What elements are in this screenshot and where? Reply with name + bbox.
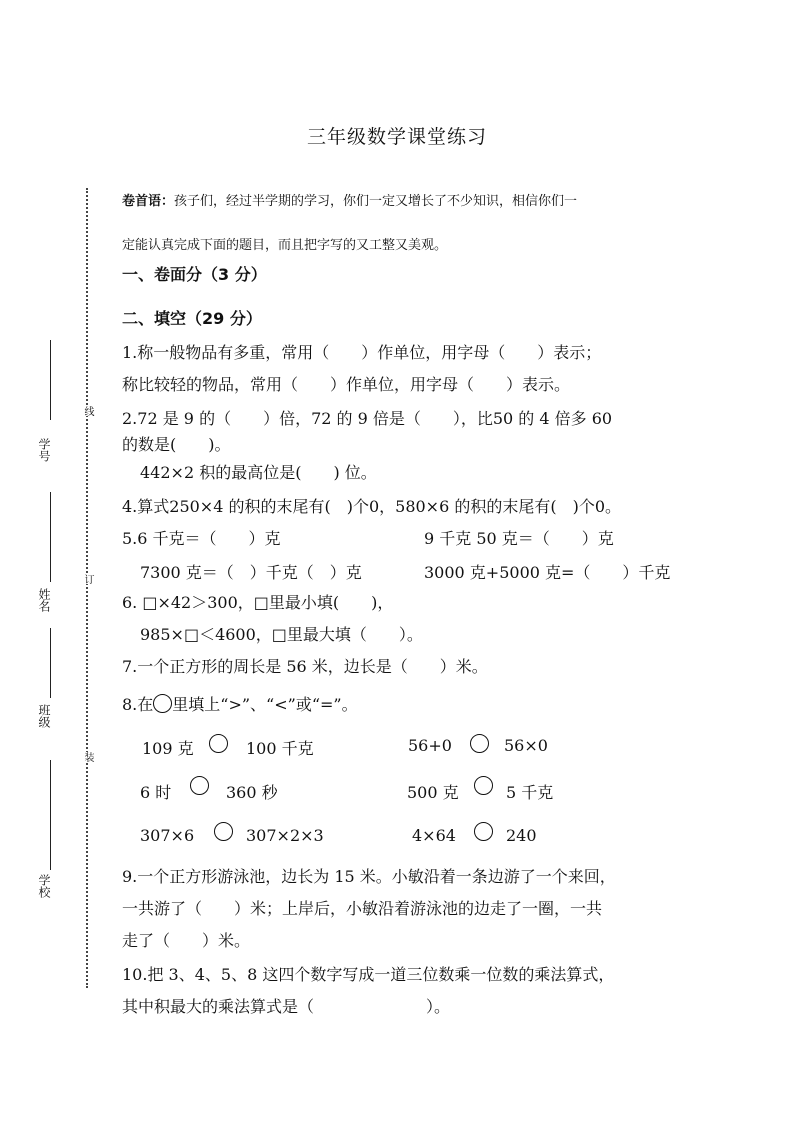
question-6-line-2: 985×□＜4600，□里最大填（ ）。 xyxy=(140,625,423,644)
question-5-left-2: 7300 克＝（ ）千克（ ）克 xyxy=(140,563,362,582)
question-5-right-1: 9 千克 50 克＝（ ）克 xyxy=(424,529,614,548)
section-1-heading: 一、卷面分（3 分） xyxy=(122,265,267,284)
compare-row-2-b: 360 秒 xyxy=(226,783,278,802)
compare-circle-icon xyxy=(470,734,489,754)
binding-mark-xian: 线 xyxy=(82,406,93,416)
question-8-prefix: 8.在 xyxy=(122,695,154,714)
compare-row-3-d: 240 xyxy=(506,826,537,845)
compare-circle-icon xyxy=(474,776,493,796)
section-2-heading: 二、填空（29 分） xyxy=(122,309,262,328)
question-2-line-2: 的数是( )。 xyxy=(122,435,231,454)
compare-circle-icon xyxy=(474,822,493,842)
intro-label: 卷首语： xyxy=(122,194,175,209)
question-10-line-1: 10.把 3、4、5、8 这四个数字写成一道三位数乘一位数的乘法算式， xyxy=(122,965,615,984)
compare-circle-icon xyxy=(153,694,172,713)
binding-dotted-line xyxy=(86,188,88,988)
question-1-line-1: 1.称一般物品有多重，常用（ ）作单位，用字母（ ）表示； xyxy=(122,343,602,362)
name-label: 姓名 xyxy=(37,588,51,612)
question-8-instruction xyxy=(122,692,358,715)
binding-mark-ding: 订 xyxy=(82,574,93,584)
compare-row-2-a: 6 时 xyxy=(140,783,172,802)
compare-row-3-b: 307×2×3 xyxy=(246,826,324,845)
question-2-line-1: 2.72 是 9 的（ ）倍，72 的 9 倍是（ ），比50 的 4 倍多 60 xyxy=(122,409,613,428)
question-5-left-1: 5.6 千克＝（ ）克 xyxy=(122,529,281,548)
compare-row-1-a: 109 克 xyxy=(142,739,194,758)
binding-mark-zhuang: 装 xyxy=(82,752,93,762)
compare-circle-icon xyxy=(209,734,228,754)
compare-row-3-a: 307×6 xyxy=(140,826,195,845)
question-5-right-2: 3000 克+5000 克=（ ）千克 xyxy=(424,563,671,582)
question-4: 4.算式250×4 的积的末尾有( )个0，580×6 的积的末尾有( )个0。 xyxy=(122,497,622,516)
school-line xyxy=(50,760,51,870)
question-1-line-2: 称比较轻的物品，常用（ ）作单位，用字母（ ）表示。 xyxy=(122,375,571,394)
compare-row-1-d: 56×0 xyxy=(504,736,548,755)
class-label: 班级 xyxy=(37,704,51,728)
question-3: 442×2 积的最高位是( ) 位。 xyxy=(140,463,377,482)
question-10-line-2: 其中积最大的乘法算式是（ ）。 xyxy=(122,997,451,1016)
question-9-line-3: 走了（ ）米。 xyxy=(122,931,251,950)
intro-text-1: 孩子们，经过半学期的学习，你们一定又增长了不少知识，相信你们一 xyxy=(174,194,578,209)
student-id-line xyxy=(50,340,51,420)
compare-row-2-d: 5 千克 xyxy=(506,783,554,802)
student-id-label: 学号 xyxy=(37,438,51,462)
compare-row-3-c: 4×64 xyxy=(412,826,456,845)
intro-line-1 xyxy=(122,190,577,209)
compare-row-1-b: 100 千克 xyxy=(246,739,314,758)
class-line xyxy=(50,628,51,698)
question-9-line-2: 一共游了（ ）米；上岸后，小敏沿着游泳池的边走了一圈，一共 xyxy=(122,899,603,918)
compare-circle-icon xyxy=(190,776,209,796)
intro-line-2: 定能认真完成下面的题目，而且把字写的又工整又美观。 xyxy=(122,238,448,253)
school-label: 学校 xyxy=(37,874,51,898)
compare-row-1-c: 56+0 xyxy=(408,736,452,755)
compare-row-2-c: 500 克 xyxy=(407,783,459,802)
page-title: 三年级数学课堂练习 xyxy=(306,126,487,148)
question-9-line-1: 9.一个正方形游泳池，边长为 15 米。小敏沿着一条边游了一个来回， xyxy=(122,867,616,886)
question-7: 7.一个正方形的周长是 56 米，边长是（ ）米。 xyxy=(122,657,488,676)
question-8-suffix: 里填上“>”、“<”或“=”。 xyxy=(172,695,358,714)
name-line xyxy=(50,492,51,582)
compare-circle-icon xyxy=(214,822,233,842)
question-6-line-1: 6. □×42＞300，□里最小填( )， xyxy=(122,593,394,612)
